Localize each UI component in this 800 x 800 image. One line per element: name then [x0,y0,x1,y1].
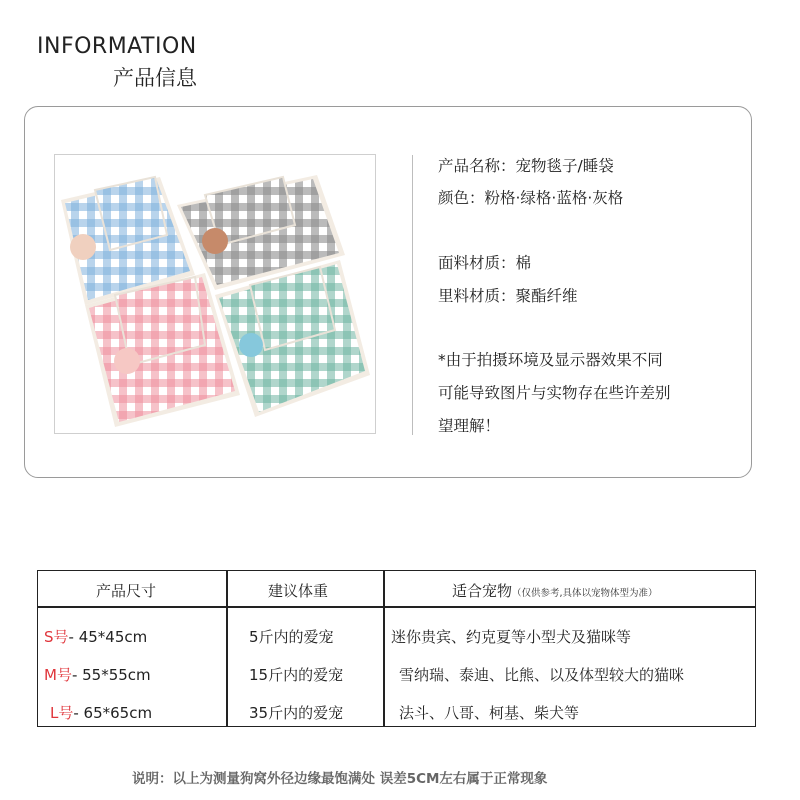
table-row-l-size [50,702,152,723]
table-row-l-weight: 35斤内的爱宠 [249,704,344,722]
disclaimer-line-3: 望理解！ [438,417,501,435]
table-row-m-weight: 15斤内的爱宠 [249,666,344,684]
size-code: S号 [44,628,69,646]
header-weight: 建议体重 [268,582,329,600]
table-divider [38,606,755,608]
table-row-s-weight: 5斤内的爱宠 [249,628,334,646]
table-divider [383,571,385,726]
table-row-s-pets: 迷你贵宾、约克夏等小型犬及猫咪等 [391,628,632,646]
table-row-m-pets: 雪纳瑞、泰迪、比熊、以及体型较大的猫咪 [399,666,685,684]
disclaimer-line-1: *由于拍摄环境及显示器效果不同 [438,351,663,369]
header-pets-note: （仅供参考,具体以宠物体型为准） [512,588,658,599]
outer-material: 面料材质：棉 [438,254,532,272]
size-table [37,570,756,727]
product-photo [54,154,376,434]
disclaimer-line-2: 可能导致图片与实物存在些许差别 [438,384,671,402]
lining-material: 里料材质：聚酯纤维 [438,287,578,305]
product-info-panel [24,106,752,478]
size-dims: - 45*45cm [68,628,148,646]
header-size: 产品尺寸 [96,582,157,600]
header-pets [452,580,658,601]
measurement-note: 说明：以上为测量狗窝外径边缘最饱满处 误差5CM左右属于正常现象 [132,771,548,787]
product-name: 产品名称：宠物毯子/睡袋 [438,157,614,175]
size-code: M号 [44,666,72,684]
table-divider [226,571,228,726]
table-row-s-size [44,626,147,647]
header-pets-label: 适合宠物 [452,582,513,600]
product-colors: 颜色：粉格·绿格·蓝格·灰格 [438,189,624,207]
size-dims: - 55*55cm [71,666,151,684]
size-dims: - 65*65cm [73,704,153,722]
table-row-l-pets: 法斗、八哥、柯基、柴犬等 [399,704,580,722]
page-title-cn: 产品信息 [113,66,197,90]
vertical-divider [412,155,413,435]
page-title-en: INFORMATION [37,34,197,59]
size-code: L号 [50,704,74,722]
table-row-m-size [44,664,151,685]
